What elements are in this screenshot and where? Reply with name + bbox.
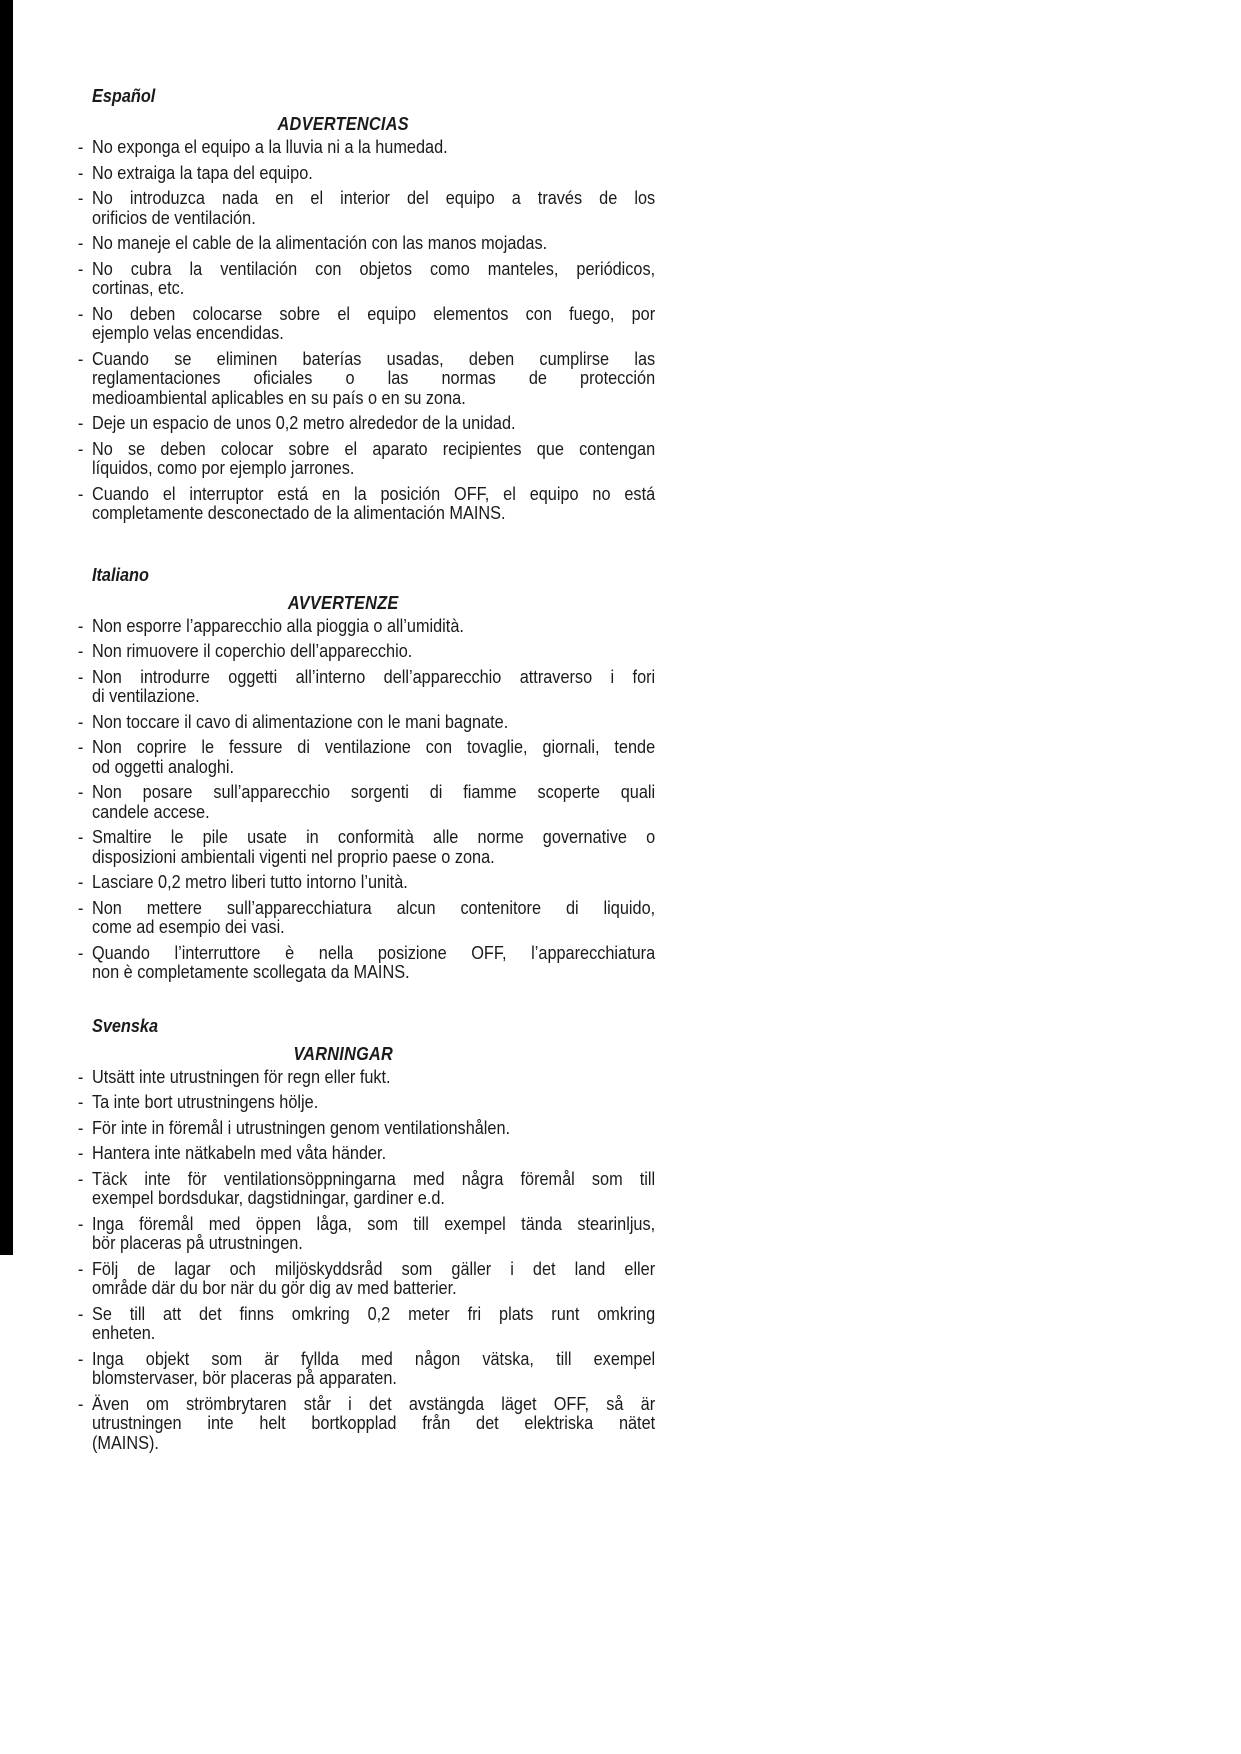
warning-item-lines xyxy=(92,1092,655,1112)
warning-line: Täck inte för ventilationsöppningarna med några föremål som till xyxy=(91,1167,656,1189)
warning-line: Quando l’interruttore è nella posizione OFF, l’apparecchiatura xyxy=(91,941,656,963)
warning-item-lines xyxy=(92,233,655,253)
warnings-title: AVVERTENZE xyxy=(287,591,399,613)
warning-item-lines xyxy=(92,1067,655,1087)
bullet-dash: - xyxy=(77,871,84,892)
warning-line: utrustningen inte helt bortkopplad från det elektriska nätet xyxy=(91,1412,656,1433)
warning-line: come ad esempio dei vasi. xyxy=(91,916,285,937)
warning-item xyxy=(77,163,655,183)
warning-line: bör placeras på utrustningen. xyxy=(91,1232,303,1253)
language-heading: Italiano xyxy=(91,563,149,585)
language-heading: Svenska xyxy=(91,1014,159,1036)
warning-line: líquidos, como por ejemplo jarrones. xyxy=(91,457,355,478)
warning-item xyxy=(77,304,655,343)
warning-line: di ventilazione. xyxy=(91,685,200,706)
warning-line: candele accese. xyxy=(91,800,210,822)
warning-item-lines xyxy=(92,1304,655,1343)
warning-item-lines xyxy=(92,188,655,227)
bullet-dash: - xyxy=(77,736,84,757)
bullet-dash: - xyxy=(77,1091,84,1112)
bullet-dash: - xyxy=(77,896,84,918)
warning-line: No exponga el equipo a la lluvia ni a la humedad. xyxy=(91,136,448,157)
warning-line: Non esporre l’apparecchio alla pioggia o all’umidità. xyxy=(91,614,464,636)
warnings-title: VARNINGAR xyxy=(293,1042,394,1064)
warning-line: No maneje el cable de la alimentación con las manos mojadas. xyxy=(91,232,548,253)
warning-item-lines xyxy=(92,137,655,157)
warning-item xyxy=(77,712,655,732)
warning-line: (MAINS). xyxy=(91,1431,159,1453)
warning-item-lines xyxy=(92,1118,655,1138)
warnings-title: ADVERTENCIAS xyxy=(277,113,409,134)
warning-item-lines xyxy=(92,1143,655,1163)
bullet-dash: - xyxy=(77,161,84,183)
warning-item xyxy=(77,641,655,661)
warning-section-1 xyxy=(77,86,655,523)
warning-item xyxy=(77,233,655,253)
warning-line: ejemplo velas encendidas. xyxy=(91,322,284,343)
warning-item-lines xyxy=(92,1259,655,1298)
warning-line: För inte in föremål i utrustningen genom ventilationshålen. xyxy=(91,1116,511,1138)
bullet-dash: - xyxy=(77,1257,84,1279)
warning-line: Non coprire le fessure di ventilazione con tovaglie, giornali, tende xyxy=(91,736,656,757)
warning-line: Följ de lagar och miljöskyddsråd som gäller i det land eller xyxy=(91,1257,656,1279)
warning-line: Inga objekt som är fyllda med någon vätska, till exempel xyxy=(91,1347,656,1369)
warning-item-lines xyxy=(92,484,655,523)
warning-item-lines xyxy=(92,667,655,706)
warning-line: cortinas, etc. xyxy=(91,277,185,298)
warning-line: Non mettere sull’apparecchiatura alcun contenitore di liquido, xyxy=(91,896,656,918)
warning-line: Lasciare 0,2 metro liberi tutto intorno l’unità. xyxy=(91,871,408,892)
warning-line: enheten. xyxy=(91,1322,156,1343)
bullet-dash: - xyxy=(77,640,84,661)
bullet-dash: - xyxy=(77,232,84,253)
warning-line: Ta inte bort utrustningens hölje. xyxy=(91,1091,319,1112)
warning-item xyxy=(77,484,655,523)
warning-item xyxy=(77,1118,655,1138)
warning-line: Utsätt inte utrustningen för regn eller fukt. xyxy=(91,1065,391,1087)
bullet-dash: - xyxy=(77,1065,84,1087)
warning-line: Non posare sull’apparecchio sorgenti di fiamme scoperte quali xyxy=(91,781,656,802)
warning-item-lines xyxy=(92,1349,655,1388)
warning-item-lines xyxy=(92,259,655,298)
warning-item xyxy=(77,1349,655,1388)
warning-item xyxy=(77,137,655,157)
warning-item-lines xyxy=(92,737,655,776)
warning-item xyxy=(77,737,655,776)
warning-line: område där du bor när du gör dig av med batterier. xyxy=(91,1277,457,1298)
warning-line: Se till att det finns omkring 0,2 meter fri plats runt omkring xyxy=(91,1302,656,1324)
warning-item xyxy=(77,943,655,982)
warning-line: completamente desconectado de la alimentación MAINS. xyxy=(91,502,506,523)
warning-item-lines xyxy=(92,1214,655,1253)
warning-item xyxy=(77,188,655,227)
warning-line: medioambiental aplicables en su país o en su zona. xyxy=(91,386,466,408)
warning-item xyxy=(77,872,655,892)
warning-item xyxy=(77,439,655,478)
warning-list xyxy=(77,616,655,982)
warning-list xyxy=(77,137,655,523)
bullet-dash: - xyxy=(77,941,84,963)
bullet-dash: - xyxy=(77,347,84,369)
warning-item xyxy=(77,1067,655,1087)
bullet-dash: - xyxy=(77,187,84,208)
warning-item xyxy=(77,898,655,937)
bullet-dash: - xyxy=(77,614,84,636)
warning-line: Non rimuovere il coperchio dell’apparecchio. xyxy=(91,640,413,661)
warning-item-lines xyxy=(92,872,655,892)
bullet-dash: - xyxy=(77,665,84,687)
warning-item xyxy=(77,1259,655,1298)
warning-item-lines xyxy=(92,616,655,636)
bullet-dash: - xyxy=(77,781,84,802)
warning-item-lines xyxy=(92,349,655,408)
warning-line: od oggetti analoghi. xyxy=(91,755,235,777)
warning-item xyxy=(77,827,655,866)
warning-line: reglamentaciones oficiales o las normas de protección xyxy=(91,367,656,388)
warning-item-lines xyxy=(92,827,655,866)
warning-line: Non introdurre oggetti all’interno dell’apparecchio attraverso i fori xyxy=(91,665,656,687)
language-heading: Español xyxy=(91,85,156,106)
bullet-dash: - xyxy=(77,1142,84,1163)
warning-line: orificios de ventilación. xyxy=(91,206,256,228)
warning-item-lines xyxy=(92,1169,655,1208)
warning-line: Även om strömbrytaren står i det avstängda läget OFF, så är xyxy=(91,1392,656,1414)
bullet-dash: - xyxy=(77,710,84,732)
warning-line: No extraiga la tapa del equipo. xyxy=(91,161,313,183)
warning-item xyxy=(77,1169,655,1208)
warning-line: Smaltire le pile usate in conformità alle norme governative o xyxy=(91,826,656,847)
warning-item-lines xyxy=(92,413,655,433)
warning-line: Non toccare il cavo di alimentazione con le mani bagnate. xyxy=(91,710,509,732)
warning-line: No cubra la ventilación con objetos como manteles, periódicos, xyxy=(91,257,656,279)
warnings-content xyxy=(77,86,655,1458)
bullet-dash: - xyxy=(77,482,84,504)
warning-line: blomstervaser, bör placeras på apparaten. xyxy=(91,1367,397,1388)
warning-item xyxy=(77,1214,655,1253)
warning-item-lines xyxy=(92,898,655,937)
warning-line: Inga föremål med öppen låga, som till exempel tända stearinljus, xyxy=(91,1212,656,1234)
warning-item-lines xyxy=(92,712,655,732)
warning-item xyxy=(77,349,655,408)
warning-item xyxy=(77,616,655,636)
warning-line: No introduzca nada en el interior del equipo a través de los xyxy=(91,187,656,208)
warning-item xyxy=(77,259,655,298)
warning-item xyxy=(77,667,655,706)
bullet-dash: - xyxy=(77,302,84,324)
bullet-dash: - xyxy=(77,412,84,433)
bullet-dash: - xyxy=(77,136,84,157)
warning-item xyxy=(77,413,655,433)
bullet-dash: - xyxy=(77,1167,84,1189)
bullet-dash: - xyxy=(77,1302,84,1324)
warning-item-lines xyxy=(92,163,655,183)
bullet-dash: - xyxy=(77,257,84,279)
bullet-dash: - xyxy=(77,1212,84,1234)
bullet-dash: - xyxy=(77,437,84,459)
warning-line: No deben colocarse sobre el equipo elementos con fuego, por xyxy=(91,302,656,324)
warning-item-lines xyxy=(92,304,655,343)
bullet-dash: - xyxy=(77,1392,84,1414)
bullet-dash: - xyxy=(77,1347,84,1369)
warning-line: Cuando se eliminen baterías usadas, deben cumplirse las xyxy=(91,347,656,369)
warning-item-lines xyxy=(92,782,655,821)
warning-item-lines xyxy=(92,1394,655,1453)
warning-line: Hantera inte nätkabeln med våta händer. xyxy=(91,1142,387,1163)
bullet-dash: - xyxy=(77,826,84,847)
warning-item xyxy=(77,1304,655,1343)
warning-line: disposizioni ambientali vigenti nel proprio paese o zona. xyxy=(91,845,495,867)
warning-list xyxy=(77,1067,655,1453)
warning-section-2 xyxy=(77,565,655,982)
warning-line: Deje un espacio de unos 0,2 metro alrededor de la unidad. xyxy=(91,412,516,433)
warning-line: exempel bordsdukar, dagstidningar, gardiner e.d. xyxy=(91,1187,445,1208)
warning-item xyxy=(77,1394,655,1453)
warning-sections xyxy=(77,86,655,1452)
warning-item-lines xyxy=(92,943,655,982)
bullet-dash: - xyxy=(77,1116,84,1138)
warning-item xyxy=(77,1143,655,1163)
warning-line: No se deben colocar sobre el aparato recipientes que contengan xyxy=(91,437,656,459)
warning-item-lines xyxy=(92,439,655,478)
scan-artifact-bar xyxy=(0,0,13,1255)
warning-line: Cuando el interruptor está en la posición OFF, el equipo no está xyxy=(91,482,656,504)
warning-item xyxy=(77,1092,655,1112)
warning-line: non è completamente scollegata da MAINS. xyxy=(91,961,410,982)
warning-item-lines xyxy=(92,641,655,661)
warning-item xyxy=(77,782,655,821)
warning-section-3 xyxy=(77,1016,655,1453)
